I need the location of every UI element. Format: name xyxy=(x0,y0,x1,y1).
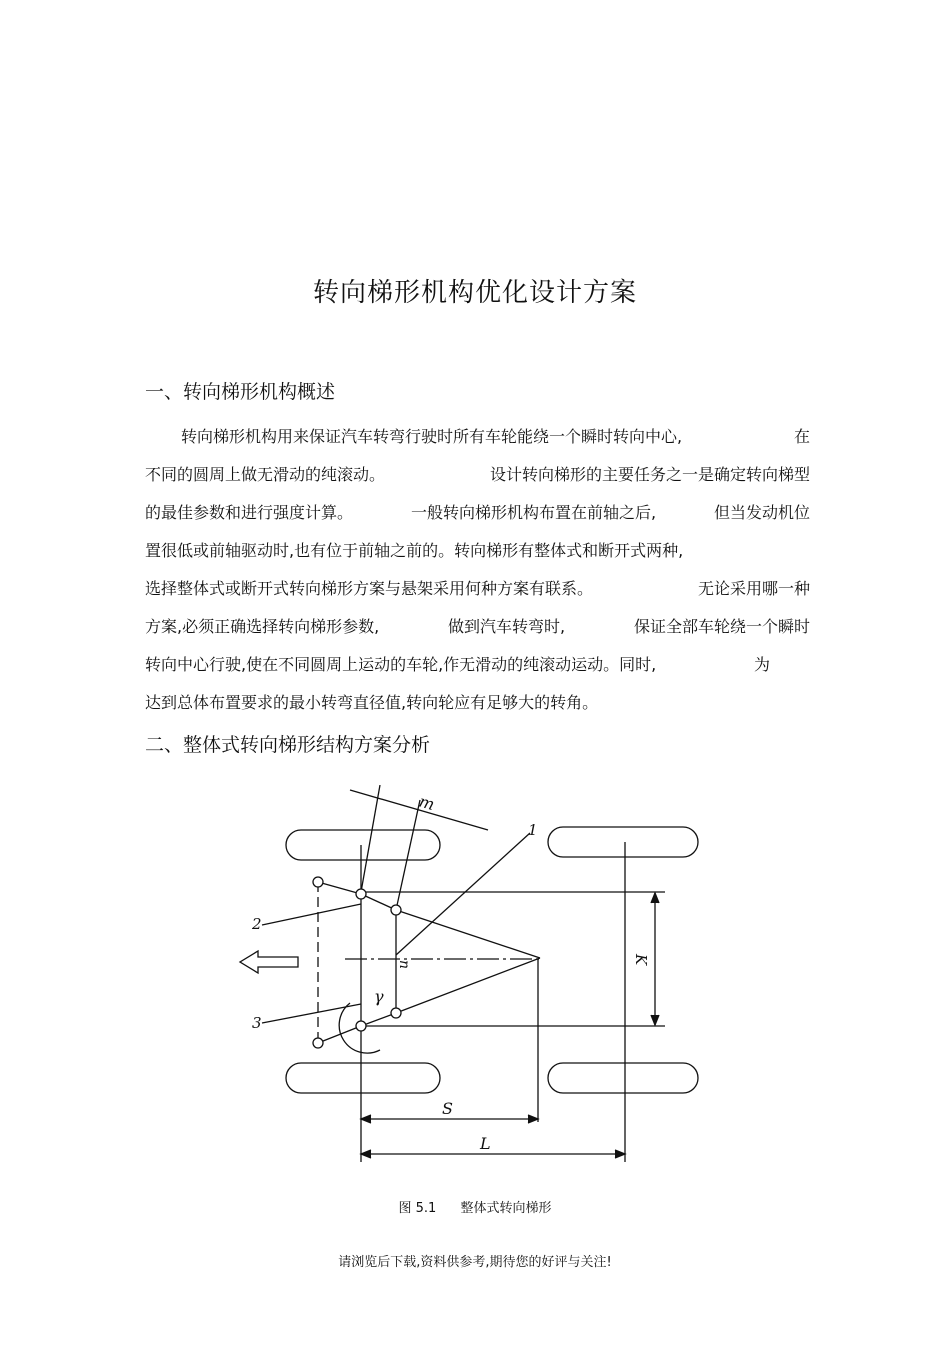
label-s: S xyxy=(442,1099,453,1118)
text-segment: 保证全部车轮绕一个瞬时 xyxy=(633,617,810,636)
m-ext-left xyxy=(361,785,380,892)
paragraph-line xyxy=(145,570,810,608)
caption-number: 图 5.1 xyxy=(398,1201,437,1216)
text-segment: 转向梯形机构用来保证汽车转弯行驶时所有车轮能绕一个瞬时转向中心, xyxy=(181,427,683,446)
k-arrow-top xyxy=(651,893,659,903)
leader-2 xyxy=(262,904,361,925)
paragraph-line xyxy=(145,456,810,494)
rear-left-wheel xyxy=(548,827,698,857)
label-m: m xyxy=(416,791,437,815)
trapezoid-line-lower xyxy=(396,958,540,1013)
page-footer: 请浏览后下载,资料供参考,期待您的好评与关注! xyxy=(338,1255,612,1270)
joint xyxy=(391,905,401,915)
page-title: 转向梯形机构优化设计方案 xyxy=(312,278,637,308)
upper-knuckle-arm xyxy=(361,894,396,910)
joint xyxy=(391,1008,401,1018)
label-n: n xyxy=(396,960,412,970)
joint xyxy=(356,1021,366,1031)
leader-1 xyxy=(396,833,530,955)
label-3: 3 xyxy=(252,1014,262,1032)
text-segment: 达到总体布置要求的最小转弯直径值,转向轮应有足够大的转角。 xyxy=(145,693,599,712)
text-segment: 转向中心行驶,使在不同圆周上运动的车轮,作无滑动的纯滚动运动。同时, xyxy=(145,655,657,674)
section-heading-integral: 二、整体式转向梯形结构方案分析 xyxy=(145,734,431,756)
trapezoid-line-upper xyxy=(396,910,540,958)
label-2: 2 xyxy=(252,915,262,933)
text-segment: 在 xyxy=(793,427,810,446)
overview-paragraph xyxy=(145,418,810,722)
text-segment: 不同的圆周上做无滑动的纯滚动。 xyxy=(145,465,386,484)
text-segment: 置很低或前轴驱动时,也有位于前轴之前的。转向梯形有整体式和断开式两种, xyxy=(145,541,684,560)
k-arrow-bottom xyxy=(651,1015,659,1025)
paragraph-line xyxy=(145,494,810,532)
section-heading-overview: 一、转向梯形机构概述 xyxy=(145,381,336,403)
joint xyxy=(356,889,366,899)
s-arrow-left xyxy=(361,1115,371,1123)
paragraph-line xyxy=(145,532,810,570)
label-1: 1 xyxy=(528,821,538,839)
front-left-wheel xyxy=(286,830,440,860)
front-right-wheel xyxy=(286,1063,440,1093)
joint xyxy=(313,877,323,887)
paragraph-line xyxy=(145,418,810,456)
s-arrow-right xyxy=(528,1115,538,1123)
text-segment: 设计转向梯形的主要任务之一是确定转向梯型 xyxy=(489,465,810,484)
l-arrow-right xyxy=(615,1150,625,1158)
rear-right-wheel xyxy=(548,1063,698,1093)
text-segment: 方案,必须正确选择转向梯形参数, xyxy=(145,617,380,636)
arrow-left-icon xyxy=(240,951,298,973)
caption-text: 整体式转向梯形 xyxy=(460,1201,552,1216)
label-gamma: γ xyxy=(374,987,384,1006)
m-ext-right xyxy=(396,800,420,910)
text-segment: 选择整体式或断开式转向梯形方案与悬架采用何种方案有联系。 xyxy=(145,579,594,598)
label-l: L xyxy=(480,1134,491,1153)
figure-caption xyxy=(0,1197,950,1216)
steering-trapezoid-diagram xyxy=(230,785,720,1170)
label-k: K xyxy=(632,954,650,966)
paragraph-line xyxy=(145,684,810,722)
text-segment: 做到汽车转弯时, xyxy=(448,617,566,636)
text-segment: 为 xyxy=(753,655,770,674)
text-segment: 一般转向梯形机构布置在前轴之后, xyxy=(410,503,657,522)
text-segment: 但当发动机位 xyxy=(713,503,810,522)
text-segment: 的最佳参数和进行强度计算。 xyxy=(145,503,354,522)
paragraph-line xyxy=(145,646,810,684)
text-segment: 无论采用哪一种 xyxy=(697,579,810,598)
paragraph-line xyxy=(145,608,810,646)
l-arrow-left xyxy=(361,1150,371,1158)
arm-link-upper xyxy=(318,882,361,894)
joint xyxy=(313,1038,323,1048)
